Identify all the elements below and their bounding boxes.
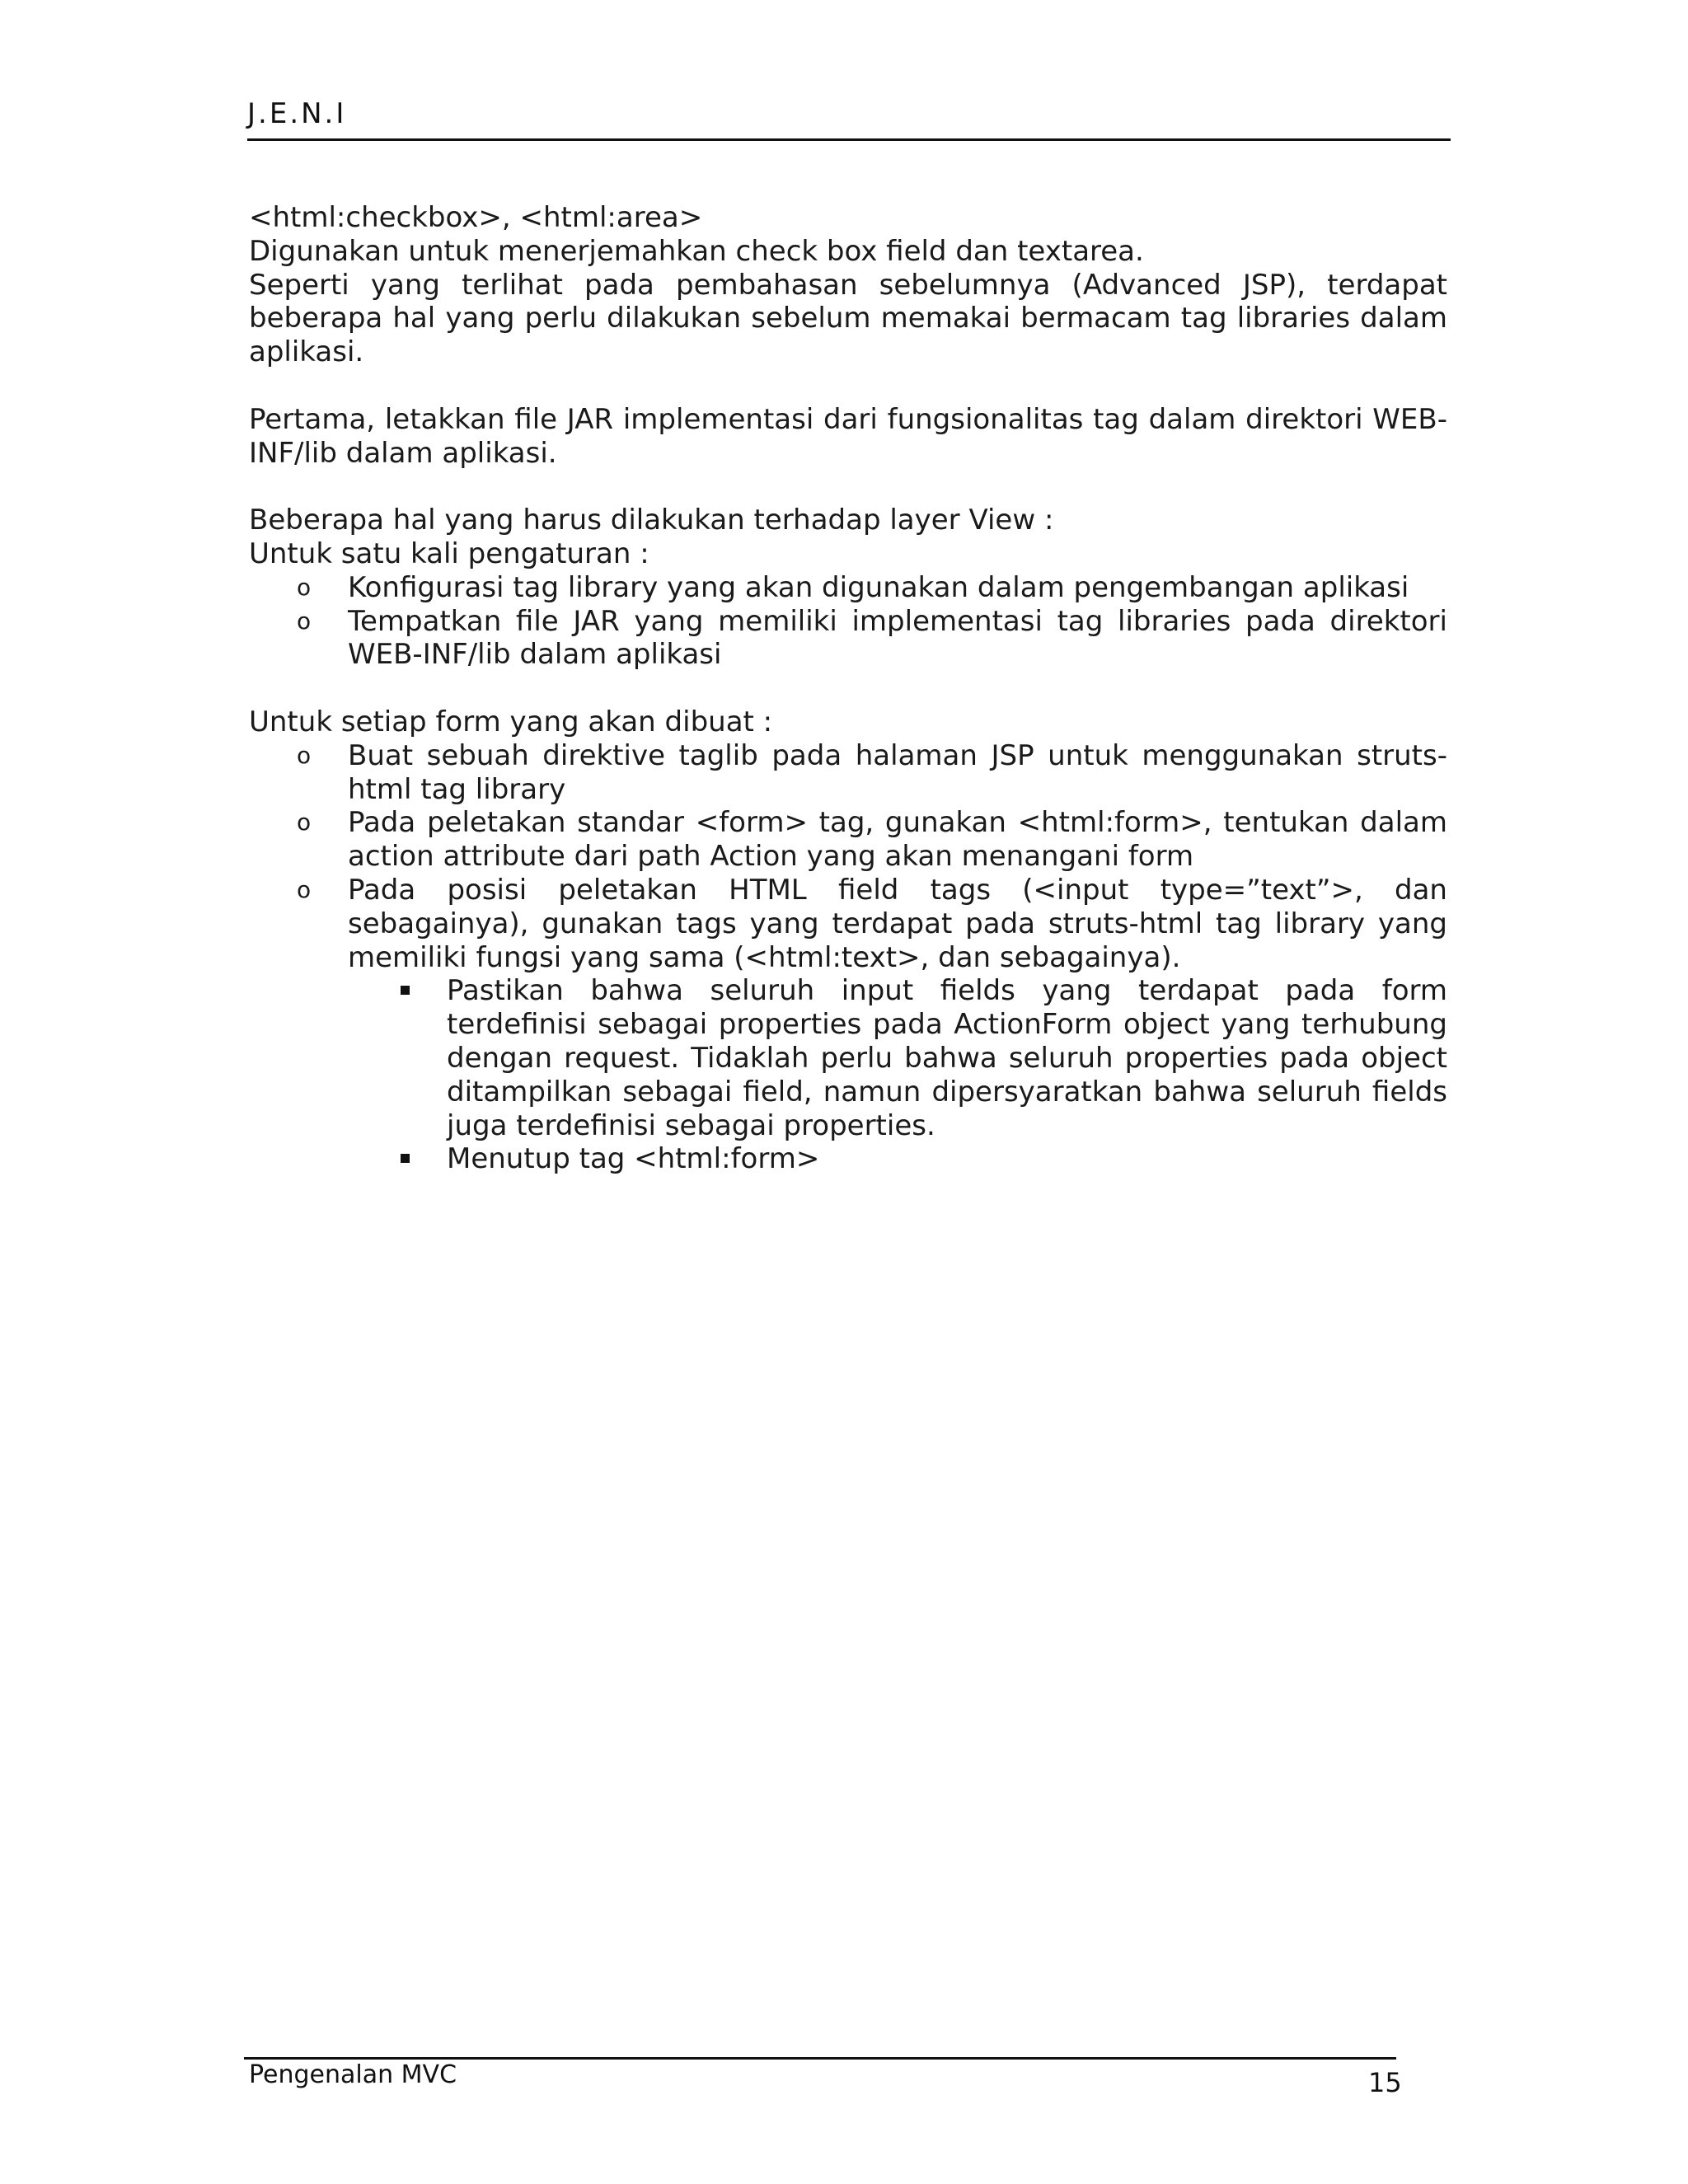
footer-title: Pengenalan MVC bbox=[249, 2060, 457, 2089]
list-item-text: Buat sebuah direktive taglib pada halaman JSP untuk menggunakan struts-html tag library bbox=[348, 738, 1447, 806]
circle-bullet-icon: o bbox=[297, 573, 312, 601]
list-item-text: Tempatkan file JAR yang memiliki implementasi tag libraries pada direktori WEB-INF/lib dalam aplikasi bbox=[348, 604, 1447, 672]
square-bullet-icon bbox=[401, 986, 410, 995]
paragraph-one-time-setup: Untuk satu kali pengaturan : bbox=[249, 537, 649, 570]
list-item-text: Menutup tag <html:form> bbox=[447, 1142, 820, 1176]
list-item bbox=[249, 806, 1447, 874]
header-title: J.E.N.I bbox=[247, 97, 347, 130]
square-bullet-icon bbox=[401, 1154, 410, 1163]
list-item-text: Pastikan bahwa seluruh input fields yang terdapat pada form terdefinisi sebagai properties pada ActionForm object yang terhubung dengan request. Tidaklah perlu bahwa seluruh properties pada object ditampilkan sebagai field, namun dipersyaratkan bahwa seluruh fields juga terdefinisi sebagai properties. bbox=[447, 974, 1447, 1142]
list-item bbox=[249, 605, 1447, 673]
field-rules-list bbox=[249, 974, 1447, 1176]
list-item-text: Konfigurasi tag library yang akan digunakan dalam pengembangan aplikasi bbox=[348, 570, 1409, 604]
circle-bullet-icon: o bbox=[297, 808, 312, 837]
list-item bbox=[249, 571, 1447, 605]
circle-bullet-icon: o bbox=[297, 607, 312, 635]
page-number: 15 bbox=[1368, 2067, 1402, 2098]
page-header bbox=[247, 97, 1451, 141]
setup-list bbox=[249, 571, 1447, 672]
circle-bullet-icon: o bbox=[297, 875, 312, 903]
paragraph-tag-description: Digunakan untuk menerjemahkan check box field dan textarea. bbox=[249, 234, 1144, 268]
footer-divider bbox=[244, 2057, 1396, 2060]
page-content bbox=[249, 201, 1447, 1176]
list-item bbox=[249, 974, 1447, 1142]
list-item bbox=[249, 739, 1447, 807]
paragraph-view-layer: Beberapa hal yang harus dilakukan terhadap layer View : bbox=[249, 504, 1054, 537]
paragraph-first-step: Pertama, letakkan file JAR implementasi dari fungsionalitas tag dalam direktori WEB-INF/lib dalam aplikasi. bbox=[249, 402, 1447, 470]
paragraph-tag-names: <html:checkbox>, <html:area> bbox=[249, 201, 703, 234]
paragraph-each-form: Untuk setiap form yang akan dibuat : bbox=[249, 705, 773, 738]
form-steps-list bbox=[249, 739, 1447, 975]
list-item-text: Pada peletakan standar <form> tag, gunakan <html:form>, tentukan dalam action attribute dari path Action yang akan menangani form bbox=[348, 806, 1447, 874]
list-item-text: Pada posisi peletakan HTML field tags (<input type=”text”>, dan sebagainya), gunakan tags yang terdapat pada struts-html tag library yang memiliki fungsi yang sama (<html:text>, dan sebagainya). bbox=[348, 873, 1447, 974]
list-item bbox=[249, 874, 1447, 974]
paragraph-intro: Seperti yang terlihat pada pembahasan sebelumnya (Advanced JSP), terdapat beberapa hal yang perlu dilakukan sebelum memakai bermacam tag libraries dalam aplikasi. bbox=[249, 268, 1447, 369]
circle-bullet-icon: o bbox=[297, 741, 312, 769]
list-item bbox=[249, 1142, 1447, 1176]
